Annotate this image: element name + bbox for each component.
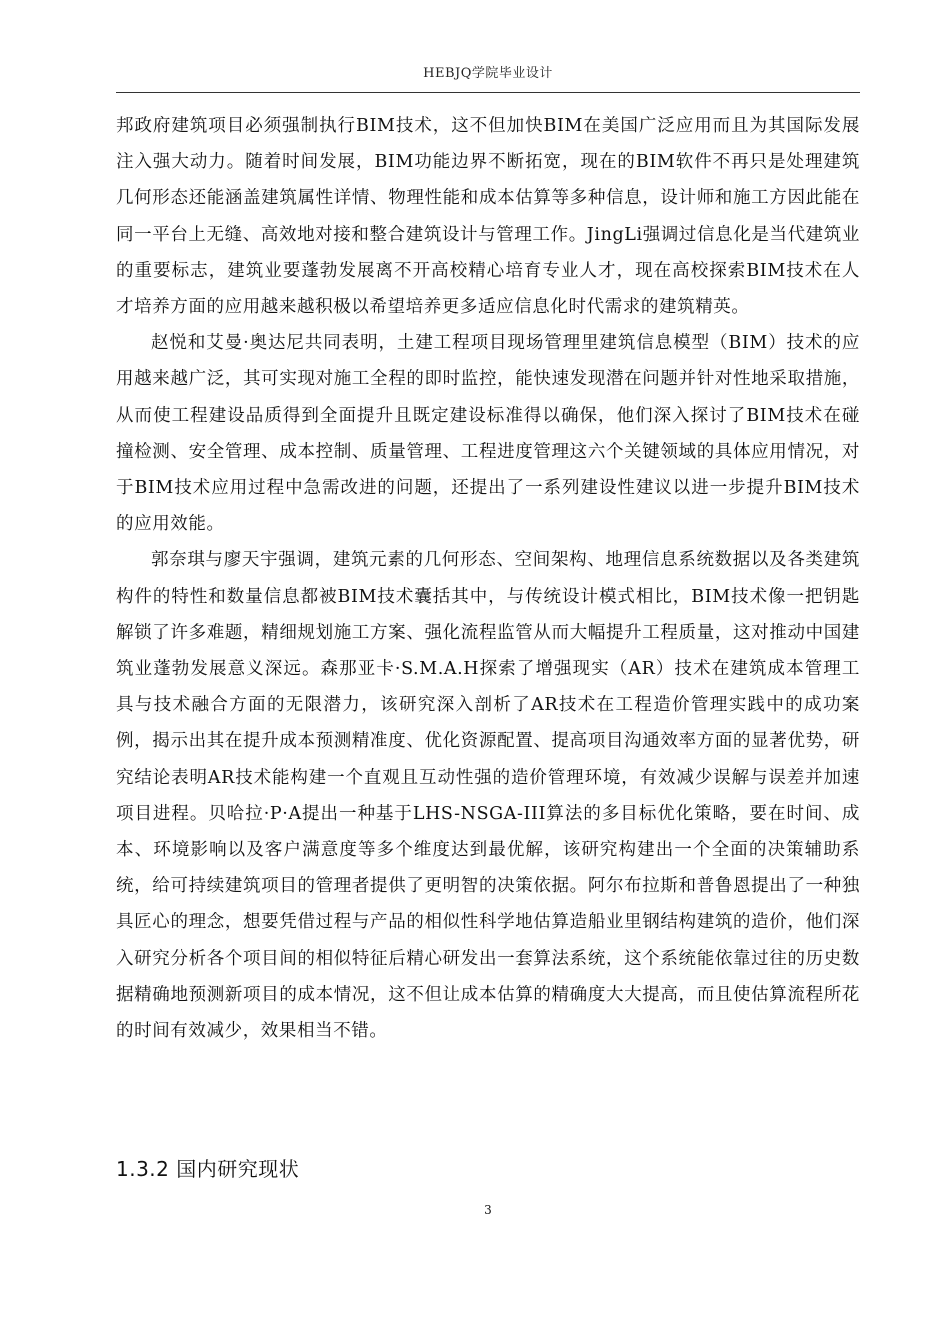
section-heading: 1.3.2 国内研究现状 [116,1157,300,1181]
header-rule [116,92,860,93]
page-header: HEBJQ学院毕业设计 [423,66,553,81]
paragraph-bim-cost-research: 郭奈琪与廖天宇强调，建筑元素的几何形态、空间架构、地理信息系统数据以及各类建筑构件的特性和数量信息都被BIM技术囊括其中，与传统设计模式相比，BIM技术像一把钥匙解锁了许多难题，精细规划施工方案、强化流程监管从而大幅提升工程质量，这对推动中国建筑业蓬勃发展意义深远。森那亚卡·S.M.A.H探索了增强现实（AR）技术在建筑成本管理工具与技术融合方面的无限潜力，该研究深入剖析了AR技术在工程造价管理实践中的成功案例，揭示出其在提升成本预测精准度、优化资源配置、提高项目沟通效率方面的显著优势，研究结论表明AR技术能构建一个直观且互动性强的造价管理环境，有效减少误解与误差并加速项目进程。贝哈拉·P·A提出一种基于LHS-NSGA-III算法的多目标优化策略，要在时间、成本、环境影响以及客户满意度等多个维度达到最优解，该研究构建出一个全面的决策辅助系统，给可持续建筑项目的管理者提供了更明智的决策依据。阿尔布拉斯和普鲁恩提出了一种独具匠心的理念，想要凭借过程与产品的相似性科学地估算造船业里钢结构建筑的造价，他们深入研究分析各个项目间的相似特征后精心研发出一套算法系统，这个系统能依靠过往的历史数据精确地预测新项目的成本情况，这不但让成本估算的精确度大大提高，而且使估算流程所花的时间有效减少，效果相当不错。 [116,550,860,1042]
body-text [116,108,860,1049]
paragraph-bim-us-adoption: 邦政府建筑项目必须强制执行BIM技术，这不但加快BIM在美国广泛应用而且为其国际发展注入强大动力。随着时间发展，BIM功能边界不断拓宽，现在的BIM软件不再只是处理建筑几何形态还能涵盖建筑属性详情、物理性能和成本估算等多种信息，设计师和施工方因此能在同一平台上无缝、高效地对接和整合建筑设计与管理工作。JingLi强调过信息化是当代建筑业的重要标志，建筑业要蓬勃发展离不开高校精心培育专业人才，现在高校探索BIM技术在人才培养方面的应用越来越积极以希望培养更多适应信息化时代需求的建筑精英。 [116,116,860,318]
page-number: 3 [484,1203,492,1217]
paragraph-bim-site-management: 赵悦和艾曼·奥达尼共同表明，土建工程项目现场管理里建筑信息模型（BIM）技术的应用越来越广泛，其可实现对施工全程的即时监控，能快速发现潜在问题并针对性地采取措施，从而使工程建设品质得到全面提升且既定建设标准得以确保，他们深入探讨了BIM技术在碰撞检测、安全管理、成本控制、质量管理、工程进度管理这六个关键领域的具体应用情况，对于BIM技术应用过程中急需改进的问题，还提出了一系列建设性建议以进一步提升BIM技术的应用效能。 [116,333,860,535]
